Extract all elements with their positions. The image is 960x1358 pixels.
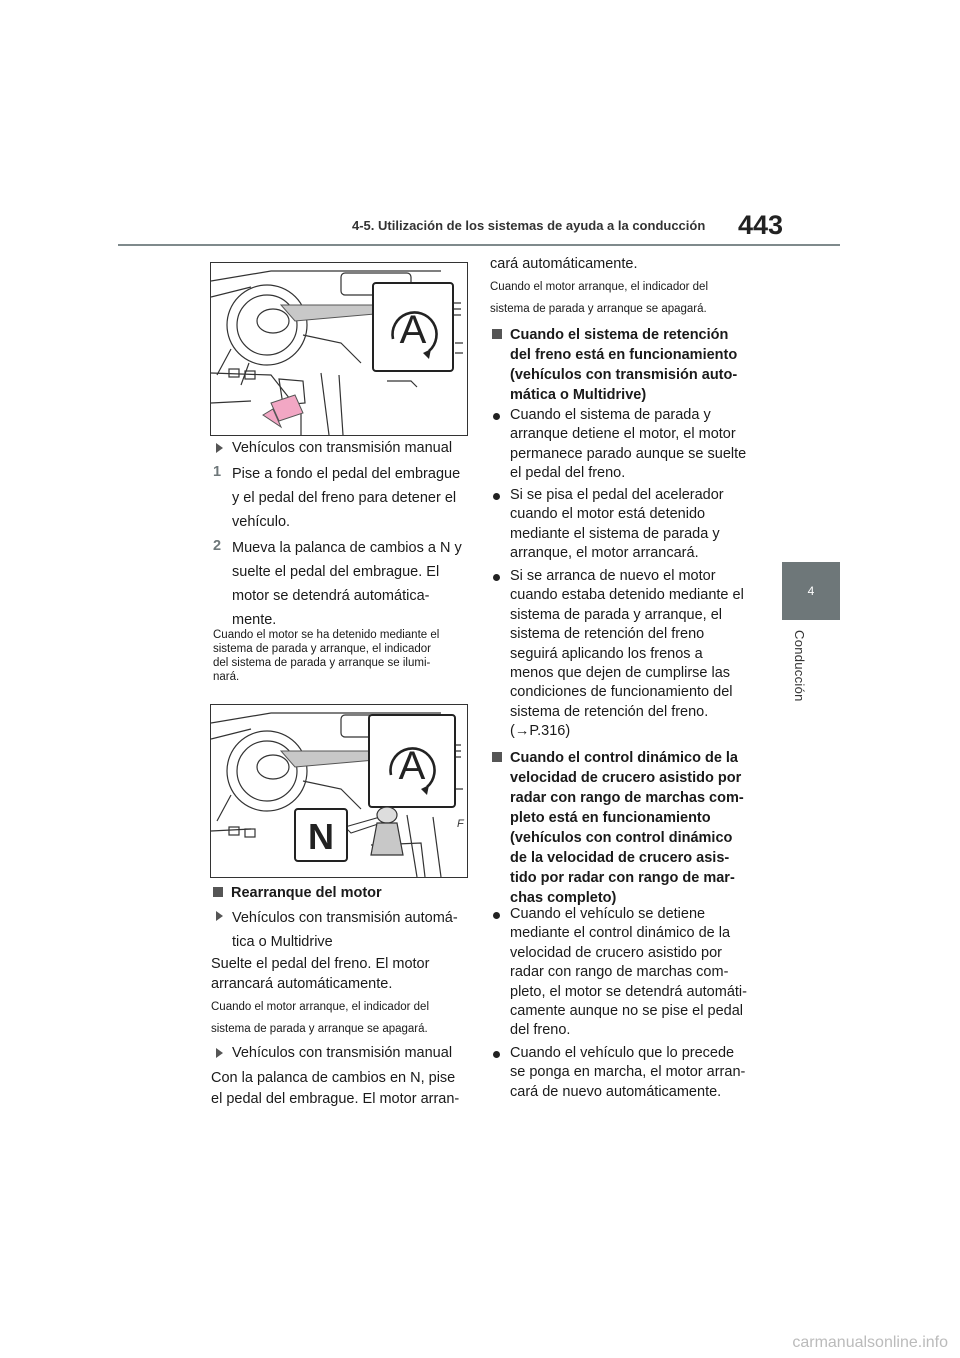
dashboard-illustration-2 [211, 705, 467, 877]
chapter-number: 4 [807, 584, 815, 598]
bullet-icon [493, 493, 500, 500]
square-bullet-icon [492, 329, 502, 339]
list-item: Cuando el vehículo se detiene mediante el control dinámico de la velocidad de crucero asistido por radar con rango de marchas com- pleto, el motor se detendrá automáti- camente aunque no se pise el pedal del freno. [492, 905, 762, 1041]
note-line: del sistema de parada y arranque se ilumi- [213, 657, 431, 669]
note-line: nará. [213, 671, 240, 683]
list-item: Si se arranca de nuevo el motor cuando estaba detenido mediante el sistema de parada y arranque, el sistema de retención del freno seguirá aplicando los frenos a menos que dejen de cumplirse las condiciones de funcionamiento del sistema de retención del freno. (→P.316) [492, 567, 762, 743]
auto-transmission-heading: Vehículos con transmisión automá- tica o Multidrive [216, 906, 476, 954]
step-2-line: Mueva la palanca de cambios a N y [232, 540, 462, 556]
step-number: 2 [213, 538, 222, 554]
header-rule [118, 244, 840, 246]
note-indicator-on [213, 628, 473, 684]
step-2 [213, 536, 483, 632]
running-header-title: 4-5. Utilización de los sistemas de ayuda a la conducción [352, 218, 706, 233]
stop-start-letter: A [398, 744, 426, 788]
radar-cruise-heading: Cuando el control dinámico de la velocidad de crucero asistido por radar con rango de marchas com- pleto está en funcionamiento (vehículos con control dinámico de la velocidad de crucero asis- tido por radar con rango de mar- chas completo) [492, 748, 762, 908]
continued-text: cará automáticamente. [490, 256, 638, 272]
dash-mark: F [457, 818, 464, 830]
manual-transmission-heading: Vehículos con transmisión manual [216, 438, 476, 460]
step-2-line: suelte el pedal del embrague. El [232, 564, 440, 580]
step-number: 1 [213, 464, 222, 480]
step-2-line: motor se detendrá automática- [232, 588, 430, 604]
manual-transmission-heading-2: Vehículos con transmisión manual [216, 1043, 476, 1065]
bullet-icon [493, 413, 500, 420]
auto-restart-text: Suelte el pedal del freno. El motor arrancará automáticamente. [211, 956, 430, 992]
chapter-label-text: Conducción [792, 630, 807, 702]
neutral-letter: N [308, 816, 334, 857]
square-bullet-icon [213, 887, 223, 897]
brake-hold-heading: Cuando el sistema de retención del freno está en funcionamiento (vehículos con transmisión auto- mática o Multidrive) [492, 325, 762, 405]
manual-restart-text: Con la palanca de cambios en N, pise el pedal del embrague. El motor arran- [211, 1070, 460, 1107]
footer-watermark: carmanualsonline.info [792, 1334, 948, 1351]
list-item: Si se pisa el pedal del acelerador cuando el motor está detenido mediante el sistema de parada y arranque, el motor arrancará. [492, 486, 762, 564]
figure-brake-pedal-indicator [210, 262, 468, 436]
bullet-icon [493, 912, 500, 919]
chapter-tab [782, 562, 840, 620]
bullet-icon [493, 1051, 500, 1058]
square-bullet-icon [492, 752, 502, 762]
step-1-line: Pise a fondo el pedal del embrague [232, 466, 461, 482]
bullet-icon [493, 574, 500, 581]
page-number: 443 [738, 210, 784, 240]
arrow-marker-icon [216, 443, 223, 453]
note-indicator-off-2: Cuando el motor arranque, el indicador del sistema de parada y arranque se apagará. [490, 281, 708, 315]
note-line: Cuando el motor se ha detenido mediante el [213, 629, 440, 641]
list-item: Cuando el sistema de parada y arranque detiene el motor, el motor permanece parado aunque se suelte el pedal del freno. [492, 406, 762, 484]
dashboard-illustration-1 [211, 263, 467, 435]
figure-shift-lever-neutral [210, 704, 468, 878]
step-2-line: mente. [232, 612, 277, 628]
arrow-marker-icon [216, 911, 223, 921]
chapter-label [782, 630, 822, 710]
note-indicator-off-1: Cuando el motor arranque, el indicador del sistema de parada y arranque se apagará. [211, 1001, 429, 1035]
step-1 [213, 462, 483, 534]
note-line: sistema de parada y arranque, el indicador [213, 643, 431, 655]
arrow-marker-icon [216, 1048, 223, 1058]
step-1-line: y el pedal del freno para detener el [232, 490, 457, 506]
list-item: Cuando el vehículo que lo precede se ponga en marcha, el motor arran- cará de nuevo automáticamente. [492, 1044, 762, 1104]
restart-heading: Rearranque del motor [213, 883, 473, 903]
page-reference-link[interactable]: (→P.316) [510, 723, 571, 740]
stop-start-letter: A [399, 308, 427, 352]
step-1-line: vehículo. [232, 514, 291, 530]
